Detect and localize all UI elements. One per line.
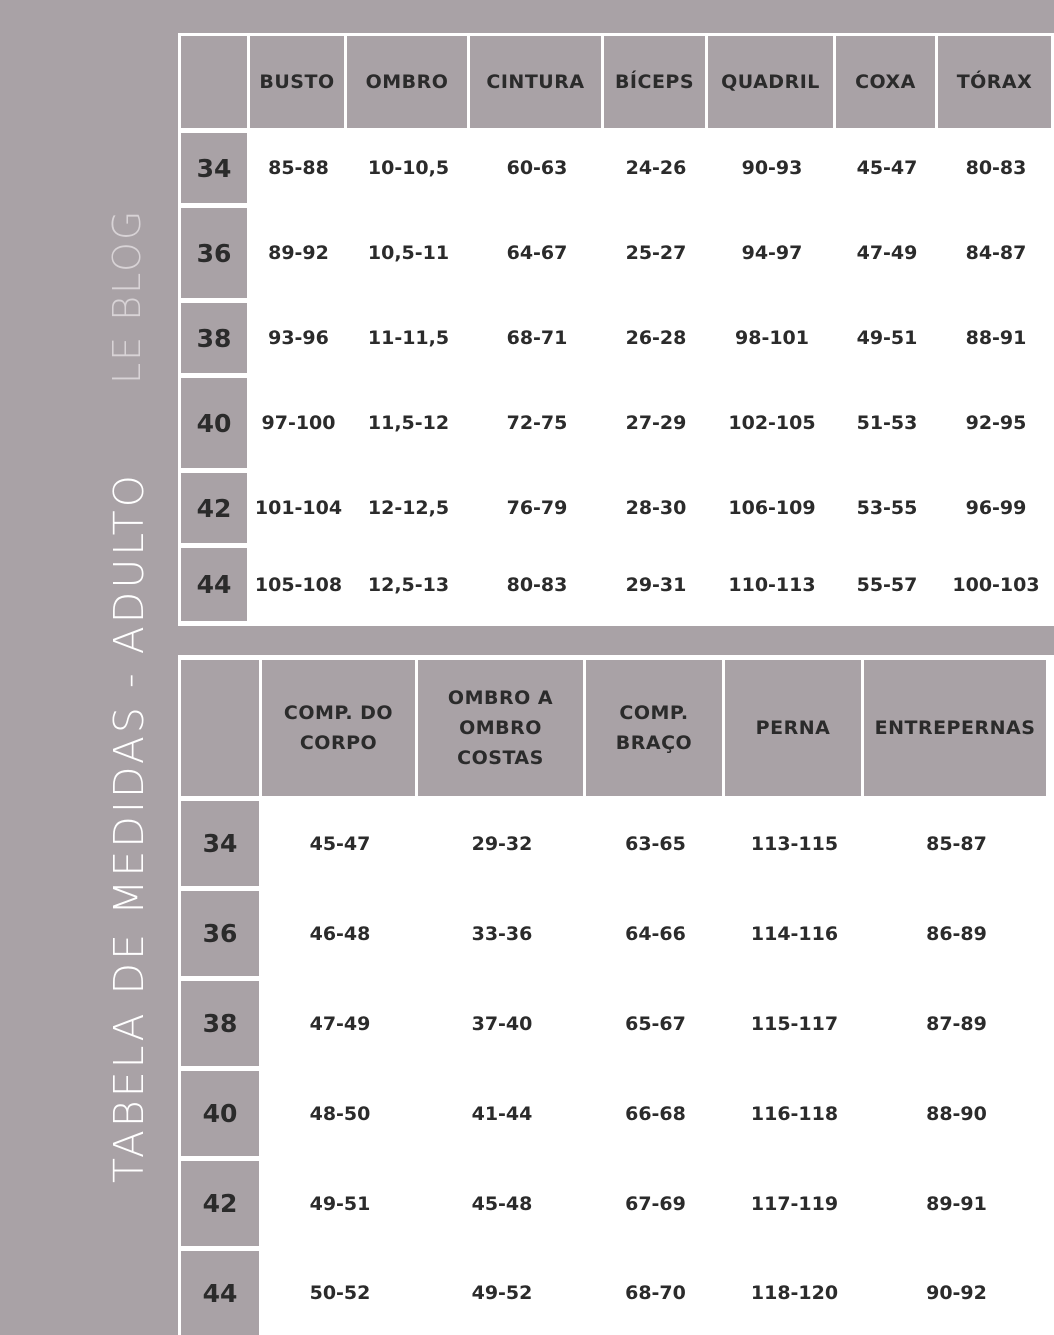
header-corner [181,36,247,128]
table-cell: 26-28 [625,327,687,349]
size-label: 44 [181,1251,259,1335]
measurements-table-2 [178,655,1054,1335]
table-cell: 24-26 [625,157,687,179]
table-cell: 101-104 [254,497,343,519]
table-cell: 49-51 [856,327,918,349]
table-cell: 93-96 [268,327,329,349]
table-cell: 50-52 [309,1282,371,1304]
table-cell: 85-88 [268,157,329,179]
table-cell: 76-79 [506,497,568,519]
table-cell: 10-10,5 [367,157,450,179]
size-label: 44 [181,548,247,621]
table-cell: 48-50 [309,1102,371,1125]
column-header: CINTURA [470,36,601,128]
table-cell: 116-118 [750,1102,839,1125]
table-cell: 11-11,5 [367,327,450,349]
table-cell: 110-113 [728,573,816,596]
size-label: 38 [181,981,259,1066]
table-cell: 89-92 [268,242,329,264]
table-cell: 86-89 [926,922,987,945]
table-cell: 94-97 [741,242,803,264]
table-cell: 10,5-11 [367,242,450,264]
table-cell: 68-70 [625,1282,686,1304]
table-cell: 33-36 [471,922,533,945]
table-cell: 37-40 [471,1012,533,1035]
table-cell: 46-48 [309,922,371,945]
table-cell: 87-89 [926,1012,987,1035]
size-label: 36 [181,208,247,298]
brand-label: LE BLOG [105,208,149,384]
column-header: QUADRIL [708,36,833,128]
table-cell: 53-55 [856,497,918,519]
table-cell: 47-49 [309,1012,371,1035]
table-cell: 118-120 [750,1282,839,1304]
table-cell: 90-92 [926,1282,987,1304]
column-header: COMP. DO CORPO [262,660,415,796]
table-cell: 90-93 [741,157,803,179]
size-label: 42 [181,1161,259,1246]
size-label: 34 [181,801,259,886]
table-cell: 64-66 [625,922,686,945]
table-cell: 96-99 [965,497,1027,519]
column-header: BUSTO [250,36,344,128]
table-cell: 25-27 [625,242,687,264]
table-cell: 27-29 [625,412,687,434]
column-header: BÍCEPS [604,36,705,128]
column-header: OMBRO A OMBRO COSTAS [418,660,583,796]
table-cell: 88-91 [965,327,1027,349]
table-cell: 98-101 [735,327,809,349]
size-label: 42 [181,473,247,543]
page-title: TABELA DE MEDIDAS - ADULTO [105,472,153,1183]
table-cell: 100-103 [952,573,1040,596]
table-cell: 60-63 [506,157,568,179]
table-cell: 55-57 [856,573,918,596]
table-cell: 72-75 [506,412,568,434]
size-label: 34 [181,133,247,203]
table-cell: 12-12,5 [367,497,450,519]
table-cell: 113-115 [750,832,839,855]
table-cell: 97-100 [261,412,336,434]
table-cell: 11,5-12 [367,412,450,434]
table-cell: 47-49 [856,242,918,264]
column-header: PERNA [725,660,861,796]
column-header: TÓRAX [938,36,1051,128]
table-cell: 45-47 [856,157,918,179]
column-header: OMBRO [347,36,467,128]
table-cell: 88-90 [926,1102,987,1125]
table-cell: 28-30 [625,497,687,519]
measurements-table-1 [178,33,1054,626]
size-label: 36 [181,891,259,976]
table-cell: 65-67 [625,1012,686,1035]
table-cell: 80-83 [506,573,568,596]
table-cell: 80-83 [965,157,1027,179]
table-cell: 51-53 [856,412,918,434]
sidebar [0,0,180,1335]
table-cell: 105-108 [254,573,343,596]
table-cell: 84-87 [965,242,1027,264]
column-header: ENTREPERNAS [864,660,1046,796]
table-cell: 41-44 [471,1102,533,1125]
table-cell: 92-95 [965,412,1027,434]
table-cell: 64-67 [506,242,568,264]
table-cell: 29-31 [625,573,687,596]
table-cell: 114-116 [750,922,839,945]
table-cell: 117-119 [750,1192,839,1215]
table-cell: 106-109 [728,497,816,519]
size-label: 40 [181,1071,259,1156]
table-cell: 102-105 [728,412,816,434]
column-header: COXA [836,36,935,128]
size-label: 40 [181,378,247,468]
table-cell: 85-87 [926,832,987,855]
table-cell: 66-68 [625,1102,686,1125]
table-cell: 45-48 [471,1192,533,1215]
table-cell: 63-65 [625,832,686,855]
table-cell: 12,5-13 [367,573,450,596]
table-cell: 115-117 [750,1012,839,1035]
table-cell: 49-52 [471,1282,533,1304]
table-cell: 68-71 [506,327,568,349]
header-corner [181,660,259,796]
table-cell: 29-32 [471,832,533,855]
table-cell: 49-51 [309,1192,371,1215]
column-header: COMP. BRAÇO [586,660,722,796]
size-label: 38 [181,303,247,373]
table-cell: 45-47 [309,832,371,855]
table-cell: 89-91 [926,1192,987,1215]
table-cell: 67-69 [625,1192,686,1215]
